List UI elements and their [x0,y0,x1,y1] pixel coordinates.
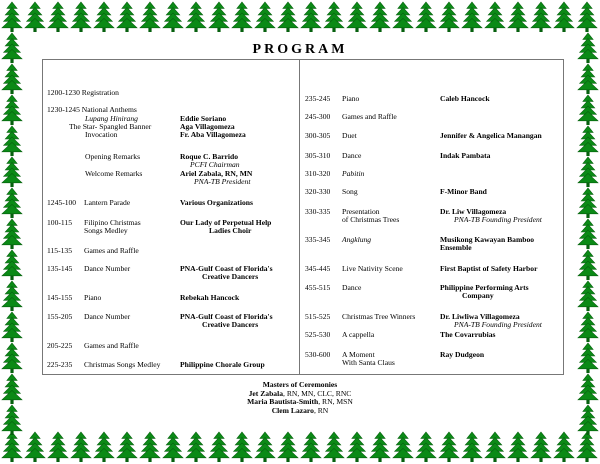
performer: Philippine Chorale Group [180,360,265,369]
schedule-time: 515-525 [305,312,331,321]
christmas-tree-icon [71,432,91,462]
schedule-time: 525-530 [305,330,331,339]
performer: Indak Pambata [440,151,491,160]
christmas-tree-icon [94,432,114,462]
performer: Ladies Choir [209,226,252,235]
christmas-tree-icon [393,432,413,462]
program-item: A cappella [342,330,375,339]
christmas-tree-icon [2,432,22,462]
christmas-tree-icon [324,2,344,32]
christmas-tree-icon [186,432,206,462]
christmas-tree-icon [393,2,413,32]
schedule-time: 135-145 [47,264,73,273]
christmas-tree-icon [2,2,22,32]
christmas-tree-icon [209,432,229,462]
performer: Jennifer & Angelica Manangan [440,131,542,140]
performer: PNA-Gulf Coast of Florida's [180,264,273,273]
program-item: Pabitin [342,169,365,178]
christmas-tree-icon [186,2,206,32]
christmas-tree-icon [2,281,22,311]
schedule-time: 300-305 [305,131,331,140]
program-item: Games and Raffle [342,112,397,121]
christmas-tree-icon [117,432,137,462]
program-item: Lupang Hinirang [85,114,138,123]
program-item: Angklung [342,235,372,244]
program-item: With Santa Claus [342,358,395,367]
master-credentials: , RN, MN, CLC, RNC [283,388,352,398]
schedule-time: 1200-1230 Registration [47,88,119,97]
program-item: A Moment [342,350,375,359]
master-credentials: , RN [313,405,329,415]
christmas-tree-icon [140,432,160,462]
christmas-tree-icon [485,2,505,32]
christmas-tree-icon [578,188,598,218]
christmas-tree-icon [163,432,183,462]
schedule-time: 205-225 [47,341,73,350]
christmas-tree-icon [578,250,598,280]
performer: Rebekah Hancock [180,293,240,302]
program-item: Dance [342,283,362,292]
performer: The Covarrubias [440,330,496,339]
program-item: Live Nativity Scene [342,264,403,273]
christmas-tree-icon [578,64,598,94]
performer-role: PCFI Chairman [190,160,240,169]
master-name: Clem Lazaro [271,405,314,415]
christmas-tree-icon [324,432,344,462]
performer: Creative Dancers [202,272,259,281]
masters-heading: Masters of Ceremonies [262,380,338,389]
schedule-time: 225-235 [47,360,73,369]
performer: Ray Dudgeon [440,350,485,359]
performer-role: PNA-TB President [194,177,251,186]
christmas-tree-icon [255,432,275,462]
christmas-tree-icon [209,2,229,32]
christmas-tree-icon [278,2,298,32]
christmas-tree-icon [508,2,528,32]
christmas-tree-icon [2,95,22,125]
performer: F-Minor Band [440,187,487,196]
christmas-tree-icon [439,2,459,32]
program-item: Dance [342,151,362,160]
christmas-tree-icon [2,250,22,280]
program-item: Dance Number [84,312,131,321]
schedule-time: 245-300 [305,112,331,121]
program-item: Piano [342,94,360,103]
christmas-tree-icon [577,2,597,32]
christmas-tree-icon [439,432,459,462]
christmas-tree-icon [48,432,68,462]
christmas-tree-icon [462,2,482,32]
schedule-time: 345-445 [305,264,331,273]
christmas-tree-icon [140,2,160,32]
program-item: Opening Remarks [85,152,141,161]
program-item: Games and Raffle [84,246,139,255]
christmas-tree-icon [531,2,551,32]
schedule-time: 115-135 [47,246,73,255]
schedule-time: 530-600 [305,350,331,359]
christmas-tree-icon [2,312,22,342]
performer: Eddie Soriano [180,114,227,123]
performer: PNA-Gulf Coast of Florida's [180,312,273,321]
performer: Ensemble [440,243,472,252]
christmas-tree-icon [578,281,598,311]
christmas-tree-icon [416,2,436,32]
performer: Our Lady of Perpetual Help [180,218,272,227]
christmas-tree-icon [578,126,598,156]
christmas-tree-icon [508,432,528,462]
column-divider [299,59,300,375]
program-item: Christmas Songs Medley [84,360,161,369]
christmas-tree-icon [577,432,597,462]
christmas-tree-icon [578,312,598,342]
program-item: Invocation [85,130,118,139]
christmas-tree-icon [301,432,321,462]
program-item: Songs Medley [84,226,128,235]
performer: Dr. Liwliwa Villagomeza [440,312,520,321]
christmas-tree-icon [485,432,505,462]
christmas-tree-icon [163,2,183,32]
schedule-time: 145-155 [47,293,73,302]
christmas-tree-icon [71,2,91,32]
christmas-tree-icon [347,432,367,462]
program-item: Lantern Parade [84,198,131,207]
christmas-tree-icon [554,2,574,32]
program-item: Piano [84,293,102,302]
christmas-tree-icon [278,432,298,462]
schedule-time: 310-320 [305,169,331,178]
performer: Creative Dancers [202,320,259,329]
performer: Musikong Kawayan Bamboo [440,235,535,244]
schedule-time: 155-205 [47,312,73,321]
schedule-time: 320-330 [305,187,331,196]
schedule-time: 100-115 [47,218,73,227]
program-item: Filipino Christmas [84,218,141,227]
performer: First Baptist of Safety Harbor [440,264,538,273]
schedule-time: 305-310 [305,151,331,160]
performer: Philippine Performing Arts [440,283,529,292]
christmas-tree-icon [255,2,275,32]
performer: Roque C. Barrido [180,152,239,161]
christmas-tree-icon [578,95,598,125]
program-item: Dance Number [84,264,131,273]
master-name: Maria Bautista-Smith [247,397,319,406]
master-credentials: , RN, MSN [318,397,353,406]
christmas-tree-icon [117,2,137,32]
program-item: Duet [342,131,357,140]
program-item: Welcome Remarks [85,169,143,178]
christmas-tree-icon [578,157,598,187]
masters-of-ceremonies [0,381,600,415]
performer: Aga Villagomeza [180,122,235,131]
christmas-tree-icon [370,2,390,32]
christmas-tree-icon [531,432,551,462]
christmas-tree-icon [347,2,367,32]
master-entry [0,407,600,416]
schedule-time: 330-335 [305,207,331,216]
program-item: Christmas Tree Winners [342,312,416,321]
christmas-tree-icon [370,432,390,462]
performer: Caleb Hancock [440,94,490,103]
christmas-tree-icon [416,432,436,462]
christmas-tree-icon [25,432,45,462]
master-name: Jet Zabala [248,388,284,398]
schedule-time: 235-245 [305,94,331,103]
christmas-tree-icon [2,188,22,218]
performer-role: PNA-TB Founding President [454,215,542,224]
program-item: Presentation [342,207,380,216]
christmas-tree-icon [94,2,114,32]
performer-role: PNA-TB Founding President [454,320,542,329]
christmas-tree-icon [232,2,252,32]
christmas-tree-icon [232,432,252,462]
christmas-tree-icon [462,432,482,462]
christmas-tree-icon [2,343,22,373]
christmas-tree-icon [554,432,574,462]
schedule-time: 335-345 [305,235,331,244]
page-title: PROGRAM [252,42,348,57]
program-item: Song [342,187,358,196]
christmas-tree-icon [578,219,598,249]
schedule-time: 1245-100 [47,198,77,207]
christmas-tree-icon [301,2,321,32]
christmas-tree-icon [25,2,45,32]
performer: Fr. Aba Villagomeza [180,130,246,139]
performer: Company [462,291,494,300]
program-item: Games and Raffle [84,341,139,350]
performer: Various Organizations [180,198,253,207]
performer: Ariel Zabala, RN, MN [180,169,253,178]
christmas-tree-icon [2,157,22,187]
schedule-time: 455-515 [305,283,331,292]
christmas-tree-icon [48,2,68,32]
christmas-tree-icon [578,343,598,373]
program-item: of Christmas Trees [342,215,400,224]
performer: Dr. Liw Villagomeza [440,207,507,216]
christmas-tree-icon [2,219,22,249]
schedule-time: 1230-1245 National Anthems [47,105,137,114]
christmas-tree-icon [2,126,22,156]
program-item: The Star- Spangled Banner [69,122,152,131]
christmas-tree-icon [2,64,22,94]
